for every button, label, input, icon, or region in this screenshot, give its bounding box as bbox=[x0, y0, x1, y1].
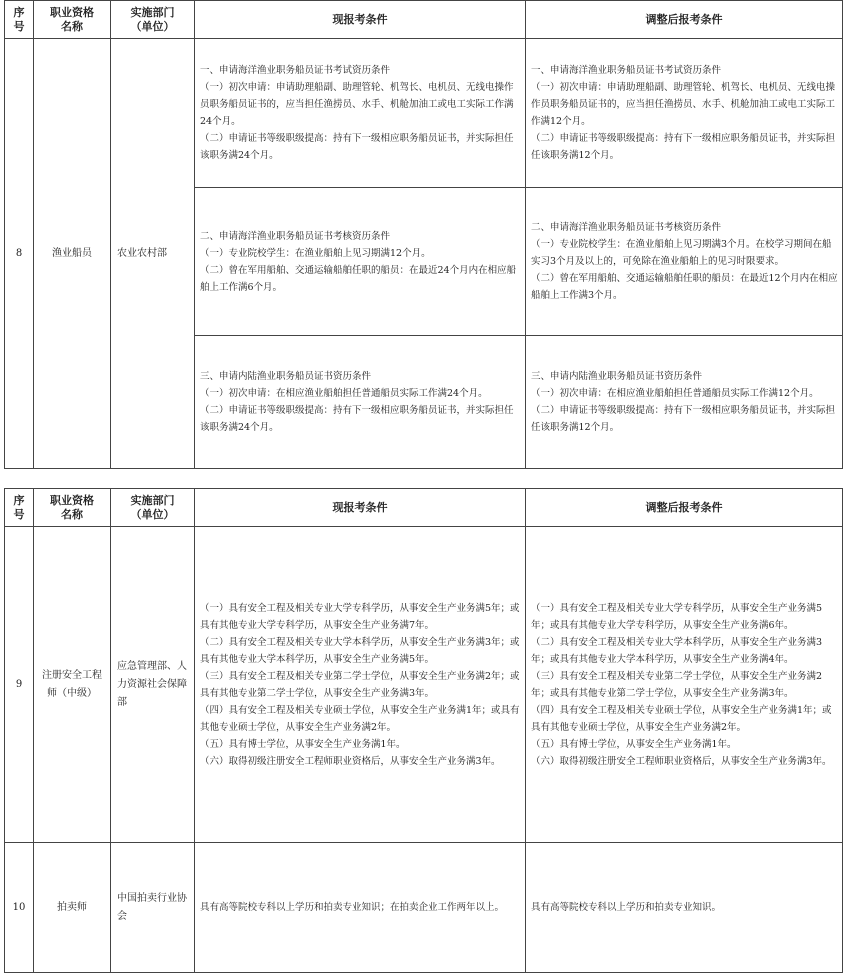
header-adjusted: 调整后报考条件 bbox=[526, 1, 843, 39]
condition-line: （二）申请证书等级职级提高：持有下一级相应职务船员证书，并实际担任该职务满24个月。 bbox=[200, 133, 514, 161]
entry-dept: 农业农村部 bbox=[111, 39, 195, 469]
entry-index: 9 bbox=[5, 527, 34, 843]
condition-line: （二）曾在军用船舶、交通运输船舶任职的船员：在最近24个月内在相应船舶上工作满6个月。 bbox=[200, 264, 517, 293]
condition-line: （五）具有博士学位，从事安全生产业务满1年。 bbox=[531, 738, 737, 750]
condition-line: （六）取得初级注册安全工程师职业资格后，从事安全生产业务满3年。 bbox=[200, 755, 501, 767]
condition-line: （三）具有安全工程及相关专业第二学士学位，从事安全生产业务满2年；或具有其他专业第二学士学位，从事安全生产业务满3年。 bbox=[200, 670, 520, 699]
condition-line: （三）具有安全工程及相关专业第二学士学位，从事安全生产业务满2年；或具有其他专业第二学士学位，从事安全生产业务满3年。 bbox=[531, 670, 823, 699]
condition-line: （二）曾在军用船舶、交通运输船舶任职的船员：在最近12个月内在相应船舶上工作满3个月。 bbox=[531, 273, 838, 301]
current-conditions bbox=[195, 843, 526, 973]
condition-line: （一）初次申请：申请助理船副、助理管轮、机驾长、电机员、无线电操作员职务船员证书的，应当担任渔捞员、水手、机舱加油工或电工实际工作满24个月。 bbox=[200, 82, 514, 127]
table-header-row bbox=[5, 1, 843, 39]
condition-line: （二）具有安全工程及相关专业大学本科学历，从事安全生产业务满3年；或具有其他专业大学本科学历，从事安全生产业务满4年。 bbox=[531, 636, 823, 665]
table-header-row bbox=[5, 489, 843, 527]
condition-line: 具有高等院校专科以上学历和拍卖专业知识；在拍卖企业工作两年以上。 bbox=[200, 902, 505, 913]
condition-line: （二）申请证书等级职级提高：持有下一级相应职务船员证书，并实际担任该职务满24个月。 bbox=[200, 405, 514, 433]
adjusted-conditions bbox=[526, 527, 843, 843]
current-conditions bbox=[195, 39, 526, 188]
header-index-line-2: 号 bbox=[13, 507, 25, 521]
adjusted-conditions bbox=[526, 336, 843, 469]
entry-name: 拍卖师 bbox=[34, 843, 111, 973]
condition-line: （六）取得初级注册安全工程师职业资格后，从事安全生产业务满3年。 bbox=[531, 755, 832, 767]
condition-line: 三、申请内陆渔业职务船员证书资历条件 bbox=[531, 371, 703, 382]
condition-line: （一）初次申请：在相应渔业船舶担任普通船员实际工作满24个月。 bbox=[200, 388, 488, 399]
condition-line: （四）具有安全工程及相关专业硕士学位，从事安全生产业务满1年；或具有其他专业硕士学位，从事安全生产业务满2年。 bbox=[531, 704, 832, 733]
condition-line: （二）申请证书等级职级提高：持有下一级相应职务船员证书，并实际担任该职务满12个月。 bbox=[531, 133, 836, 161]
header-index bbox=[5, 489, 34, 527]
header-index-line-1: 序 bbox=[13, 5, 25, 19]
qualification-table-1 bbox=[4, 0, 843, 469]
entry-dept: 应急管理部、人力资源社会保障部 bbox=[111, 527, 195, 843]
condition-line: 一、申请海洋渔业职务船员证书考试资历条件 bbox=[200, 65, 391, 76]
entry-name: 注册安全工程师（中级） bbox=[34, 527, 111, 843]
table-row bbox=[5, 527, 843, 843]
header-dept bbox=[111, 1, 195, 39]
header-name bbox=[34, 1, 111, 39]
condition-line: 二、申请海洋渔业职务船员证书考核资历条件 bbox=[531, 222, 722, 233]
condition-line: （一）具有安全工程及相关专业大学专科学历，从事安全生产业务满5年；或具有其他专业大学专科学历，从事安全生产业务满6年。 bbox=[531, 602, 823, 631]
adjusted-conditions bbox=[526, 39, 843, 188]
condition-line: （一）初次申请：申请助理船副、助理管轮、机驾长、电机员、无线电操作员职务船员证书的，应当担任渔捞员、水手、机舱加油工或电工实际工作满12个月。 bbox=[531, 82, 836, 127]
header-current: 现报考条件 bbox=[195, 1, 526, 39]
header-name-line-2: 名称 bbox=[61, 19, 83, 33]
header-index bbox=[5, 1, 34, 39]
adjusted-conditions bbox=[526, 843, 843, 973]
condition-line: 具有高等院校专科以上学历和拍卖专业知识。 bbox=[531, 902, 722, 913]
header-index-line-2: 号 bbox=[13, 19, 25, 33]
header-current: 现报考条件 bbox=[195, 489, 526, 527]
condition-line: （四）具有安全工程及相关专业硕士学位，从事安全生产业务满1年；或具有其他专业硕士学位，从事安全生产业务满2年。 bbox=[200, 704, 520, 733]
header-dept-line-2: （单位） bbox=[130, 507, 175, 521]
header-name-line-1: 职业资格 bbox=[50, 5, 94, 19]
table-row bbox=[5, 39, 843, 188]
table-row bbox=[5, 843, 843, 973]
condition-line: （五）具有博士学位，从事安全生产业务满1年。 bbox=[200, 738, 406, 750]
entry-dept: 中国拍卖行业协会 bbox=[111, 843, 195, 973]
condition-line: （一）专业院校学生：在渔业船舶上见习期满3个月。在校学习期间在船实习3个月及以上的，可免除在渔业船舶上的见习时限要求。 bbox=[531, 239, 832, 267]
header-adjusted: 调整后报考条件 bbox=[526, 489, 843, 527]
condition-line: （二）具有安全工程及相关专业大学本科学历，从事安全生产业务满3年；或具有其他专业大学本科学历，从事安全生产业务满5年。 bbox=[200, 636, 520, 665]
condition-line: 二、申请海洋渔业职务船员证书考核资历条件 bbox=[200, 230, 391, 242]
header-dept-line-2: （单位） bbox=[130, 19, 175, 33]
header-dept bbox=[111, 489, 195, 527]
header-name-line-1: 职业资格 bbox=[50, 493, 94, 507]
current-conditions bbox=[195, 336, 526, 469]
current-conditions bbox=[195, 527, 526, 843]
condition-line: （一）初次申请：在相应渔业船舶担任普通船员实际工作满12个月。 bbox=[531, 388, 819, 399]
entry-index: 8 bbox=[5, 39, 34, 469]
qualification-table-2 bbox=[4, 488, 843, 973]
condition-line: （二）申请证书等级职级提高：持有下一级相应职务船员证书，并实际担任该职务满12个月。 bbox=[531, 405, 836, 433]
entry-index: 10 bbox=[5, 843, 34, 973]
adjusted-conditions bbox=[526, 188, 843, 336]
condition-line: 一、申请海洋渔业职务船员证书考试资历条件 bbox=[531, 65, 722, 76]
condition-line: （一）具有安全工程及相关专业大学专科学历，从事安全生产业务满5年；或具有其他专业大学专科学历，从事安全生产业务满7年。 bbox=[200, 602, 520, 631]
header-name bbox=[34, 489, 111, 527]
header-name-line-2: 名称 bbox=[61, 507, 83, 521]
header-dept-line-1: 实施部门 bbox=[130, 493, 175, 507]
entry-name: 渔业船员 bbox=[34, 39, 111, 469]
current-conditions bbox=[195, 188, 526, 336]
condition-line: 三、申请内陆渔业职务船员证书资历条件 bbox=[200, 371, 372, 382]
header-dept-line-1: 实施部门 bbox=[130, 5, 175, 19]
condition-line: （一）专业院校学生：在渔业船舶上见习期满12个月。 bbox=[200, 247, 431, 259]
header-index-line-1: 序 bbox=[13, 493, 25, 507]
